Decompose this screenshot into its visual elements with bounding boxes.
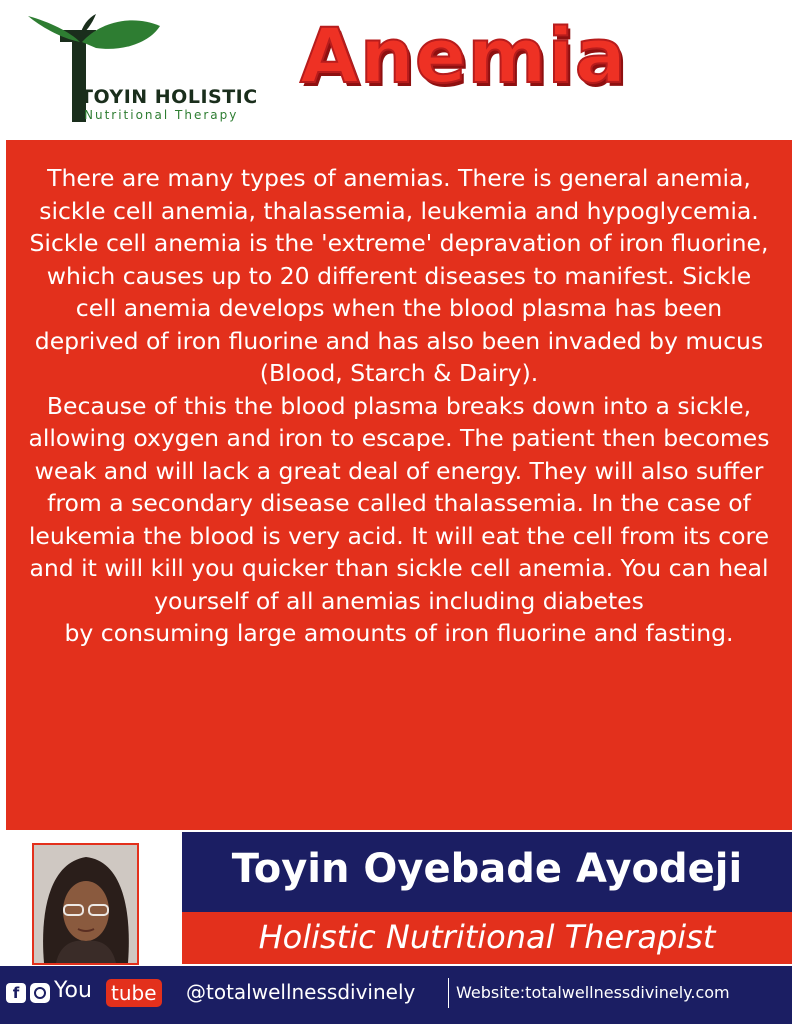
author-name-band	[182, 832, 792, 912]
author-photo	[32, 843, 139, 965]
footer	[0, 966, 792, 1024]
author-portrait-icon	[34, 845, 137, 963]
author-role: Holistic Nutritional Therapist	[258, 918, 716, 956]
social-handle[interactable]: @totalwellnessdivinely	[186, 980, 416, 1004]
website-link[interactable]: Website:totalwellnessdivinely.com	[456, 983, 730, 1002]
content-panel	[6, 140, 792, 830]
header	[0, 0, 792, 138]
youtube-tube-badge[interactable]: tube	[106, 979, 162, 1007]
instagram-icon[interactable]	[30, 983, 50, 1003]
body-text: There are many types of anemias. There is general anemia, sickle cell anemia, thalassemia, leukemia and hypoglycemia. Sickle cell anemia is the 'extreme' depravation of iron fluorine, which causes up to 20 different diseases to manifest. Sickle cell anemia develops when the blood plasma has been deprived of iron fluorine and has also been invaded by mucus (Blood, Starch & Dairy). Because of this the blood plasma breaks down into a sickle, allowing oxygen and iron to escape. The patient then becomes weak and will lack a great deal of energy. They will also suffer from a secondary disease called thalassemia. In the case of leukemia the blood is very acid. It will eat the cell from its core and it will kill you quicker than sickle cell anemia. You can heal yourself of all anemias including diabetes by consuming large amounts of iron fluorine and fasting.	[28, 164, 770, 647]
facebook-icon[interactable]: f	[6, 983, 26, 1003]
author-name: Toyin Oyebade Ayodeji	[231, 846, 743, 892]
author-role-band	[182, 912, 792, 964]
footer-divider	[448, 978, 449, 1008]
youtube-you-text[interactable]: You	[54, 978, 92, 1003]
brand-tagline: Nutritional Therapy	[84, 108, 239, 122]
page-title: Anemia	[300, 11, 627, 100]
brand-name: TOYIN HOLISTIC	[80, 86, 258, 108]
